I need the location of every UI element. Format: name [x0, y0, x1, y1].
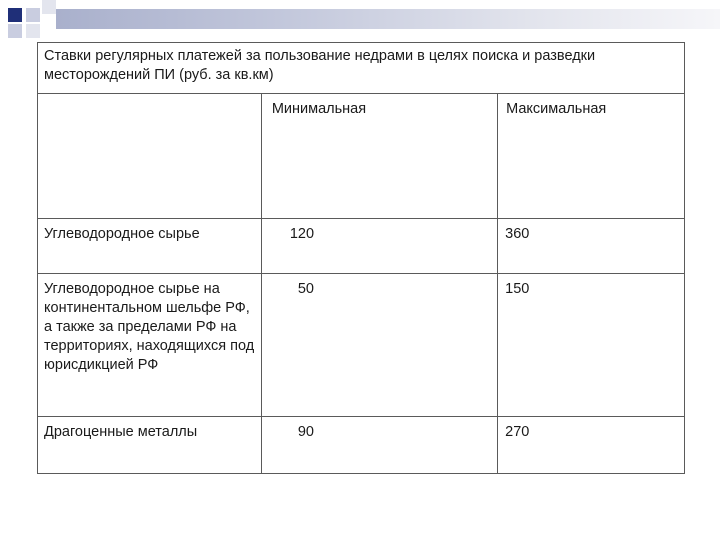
table-row — [38, 219, 685, 274]
header-min: Минимальная — [261, 94, 497, 219]
header-gradient-bar — [56, 9, 720, 29]
table-title-row — [38, 43, 685, 94]
decor-square-light — [8, 24, 22, 38]
header-max: Максимальная — [498, 94, 685, 219]
table-title: Ставки регулярных платежей за пользование недрами в целях поиска и разведки месторождений ПИ (руб. за кв.км) — [38, 43, 685, 94]
row-min: 120 — [261, 219, 497, 274]
row-min: 90 — [261, 417, 497, 474]
row-max: 360 — [498, 219, 685, 274]
row-max: 150 — [498, 274, 685, 417]
row-max: 270 — [498, 417, 685, 474]
table-row — [38, 274, 685, 417]
row-label: Углеводородное сырье — [38, 219, 262, 274]
table-header-row — [38, 94, 685, 219]
decor-square-dark — [8, 8, 22, 22]
decor-square-pale — [42, 0, 56, 14]
rates-table — [37, 42, 685, 474]
row-min: 50 — [261, 274, 497, 417]
table-row — [38, 417, 685, 474]
header-empty — [38, 94, 262, 219]
decor-square-light — [26, 8, 40, 22]
decor-square-pale — [26, 24, 40, 38]
row-label: Углеводородное сырье на континентальном шельфе РФ, а также за пределами РФ на территориях, находящихся под юрисдикцией РФ — [38, 274, 262, 417]
row-label: Драгоценные металлы — [38, 417, 262, 474]
